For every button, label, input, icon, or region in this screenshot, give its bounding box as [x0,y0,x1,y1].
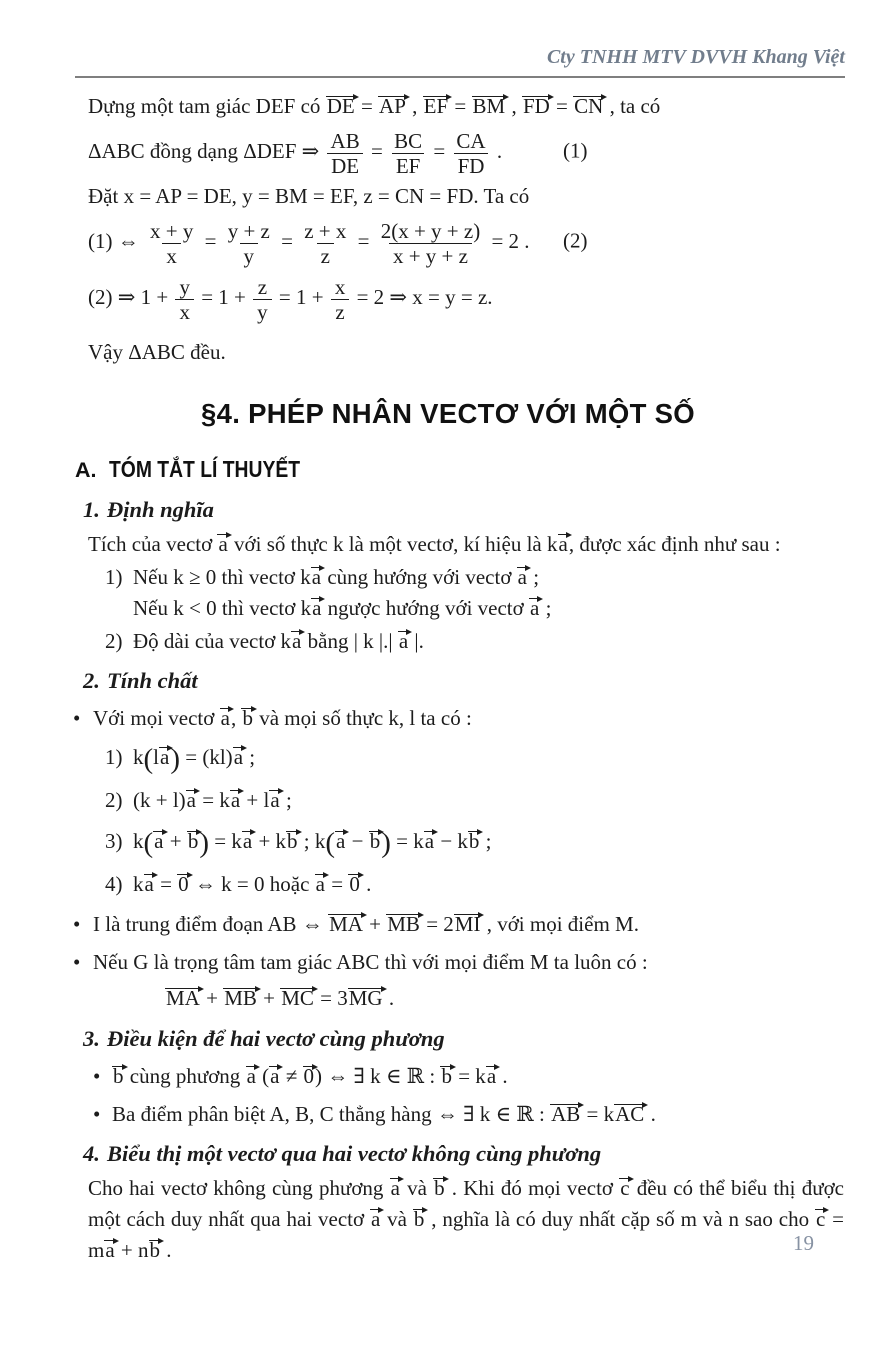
vector-overline: BM [472,94,506,118]
text-run: = 2 ⇒ x = y = z. [351,285,493,309]
item-number: 1) [105,565,123,589]
text-run: . [383,986,395,1010]
text-run: + k [253,829,287,853]
line-content [133,743,256,775]
text-run: ; [528,565,540,589]
text-run: = [326,872,349,896]
text-run: = [449,94,472,118]
fraction-denominator: x [162,243,181,268]
text-run: = 2 . [486,229,530,253]
fraction-numerator: z [257,274,268,299]
subsection-heading [83,1139,896,1169]
theory-section [0,495,896,1266]
fraction-denominator: x [175,299,194,324]
vector-overline: c [815,1207,826,1231]
subsection-number: 4. [83,1141,100,1166]
fraction-denominator: FD [454,153,489,178]
solution-section [0,91,896,368]
text-run: = k [452,1064,486,1088]
numbered-item [105,823,896,861]
fraction-numerator: CA [456,128,486,153]
line-content [93,946,896,978]
vector-overline: a [530,596,540,620]
fraction-numerator: BC [394,128,423,153]
fraction [390,129,426,178]
text-run: = k [209,829,242,853]
fraction [175,275,194,324]
text-run: Nếu k ≥ 0 thì vectơ k [133,565,311,589]
bullet-icon: • [73,706,81,730]
text-run: ngược hướng với vectơ [322,596,529,620]
line-content [88,1176,844,1262]
vector-overline: a [558,532,568,556]
subsection-number: 3. [83,1026,100,1051]
text-run: , [230,706,242,730]
vector-overline: b [413,1207,425,1231]
text-run: ; [480,829,492,853]
section-title: §4. PHÉP NHÂN VECTƠ VỚI MỘT SỐ [201,398,695,429]
vector-overline: a [246,1064,256,1088]
line-content [88,340,226,364]
text-run: Độ dài của vectơ k [133,629,292,653]
vector-overline: a [270,788,280,812]
vector-overline: b [287,829,298,853]
text-run: − [346,829,369,853]
big-paren: ) [381,827,391,859]
vector-overline: a [292,629,302,653]
vector-overline: CN [574,94,604,118]
subsection-number: 2. [83,668,100,693]
line-content [88,128,503,178]
text-run: Đặt x = AP = DE, y = BM = EF, z = CN = FD. Ta có [88,184,530,208]
big-paren: ) [170,743,181,775]
text-run: . [497,1064,508,1088]
text-run: (2) ⇒ 1 + [88,285,174,309]
text-run: = 1 + [195,285,252,309]
vector-overline: a [311,565,322,589]
page-number: 19 [793,1231,814,1255]
text-run: I là trung điểm đoạn AB ⇔ [93,912,329,936]
text-run: = m [88,1207,844,1262]
vector-overline: a [517,565,527,589]
text-run: Nếu G là trọng tâm tam giác ABC thì với mọi điểm M ta luôn có : [93,950,648,974]
vector-overline: a [218,532,228,556]
big-paren: ) [199,827,210,859]
line-content [93,908,896,940]
text-run: và [400,1176,434,1200]
text-run: bằng | k |.| [302,629,398,653]
text-run: , ta có [604,94,661,118]
equation-line [88,124,896,178]
fraction [452,129,489,178]
subsection-heading [83,1024,896,1054]
fraction-numerator: y + z [227,218,270,243]
vector-overline: AB [551,1102,581,1126]
fraction [300,219,350,268]
vector-overline: MA [329,912,363,936]
numbered-item [105,739,896,777]
vector-overline: a [230,788,241,812]
vector-overline: b [187,829,199,853]
part-a-heading [75,456,896,483]
numbered-item [105,866,896,902]
text-run: , được xác định như sau : [568,532,781,556]
fraction-numerator: x + y [150,218,194,243]
text-run: = [550,94,574,118]
text-run: ⇔ k = 0 hoặc [189,872,315,896]
text-run: + l [241,788,270,812]
vector-overline: 0 [349,872,360,896]
text-run: + [363,912,387,936]
line-content [133,596,551,620]
text-line [88,1173,844,1266]
vector-overline: EF [423,94,449,118]
line-content [112,1098,896,1130]
bullet-icon: • [93,1102,101,1126]
vector-overline: 0 [303,1064,314,1088]
text-run: = [355,94,379,118]
item-number: 2) [105,629,123,653]
bullet-icon: • [73,912,81,936]
fraction [327,129,364,178]
vector-overline: a [336,829,346,853]
big-paren: ( [325,827,336,859]
vector-overline: a [144,872,154,896]
equation-line [88,270,896,324]
subsection-title: Điều kiện để hai vectơ cùng phương [107,1026,445,1051]
text-run: . Khi đó mọi vectơ [445,1176,620,1200]
text-run: ΔABC đồng dạng ΔDEF ⇒ [88,139,325,163]
text-run: , nghĩa là có duy nhất cặp số m và n sao cho [425,1207,815,1231]
vector-overline: b [434,1176,445,1200]
vector-overline: a [486,1064,497,1088]
fraction [377,219,485,268]
text-run: Vậy ΔABC đều. [88,340,226,364]
header-company: Cty TNHH MTV DVVH Khang Việt [546,46,845,68]
fraction-denominator: EF [392,153,425,178]
subsection-title: Tính chất [107,668,198,693]
text-run: |. [409,629,424,653]
text-run: với số thực k là một vectơ, kí hiệu là k [228,532,558,556]
text-run: k [133,829,144,853]
text-run: = k [197,788,230,812]
vector-overline: b [468,829,480,853]
text-run: . [491,139,503,163]
vector-overline: AP [379,94,406,118]
text-run: l [153,745,160,769]
header-rule [75,76,845,78]
numbered-item [105,562,896,593]
text-line [88,181,844,212]
fraction-numerator: AB [330,128,360,153]
text-line [88,91,844,122]
line-content [133,565,539,589]
vector-overline: a [370,1207,381,1231]
line-content [133,788,292,812]
fraction-denominator: x + y + z [389,243,472,268]
text-run: + [164,829,187,853]
text-run: + [200,986,224,1010]
text-run: = k [581,1102,615,1126]
text-run: = [428,139,451,163]
text-run: . [645,1102,656,1126]
vector-overline: MG [348,986,383,1010]
fraction-denominator: y [240,243,259,268]
vector-overline: MC [281,986,314,1010]
text-run: = k [390,829,424,853]
vector-overline: a [315,872,325,896]
text-run: ; [244,745,256,769]
text-run: , với mọi điểm M. [481,912,639,936]
text-run: k [133,745,144,769]
text-run: k [133,872,144,896]
subsection-number: 1. [83,497,100,522]
subsection-heading [83,495,896,525]
fraction-numerator: x [334,274,346,299]
text-run: cùng hướng với vectơ [322,565,517,589]
text-run: ( [256,1064,270,1088]
fraction-denominator: DE [327,153,363,178]
vector-overline: b [113,1064,124,1088]
vector-overline: a [160,745,170,769]
text-run: = [365,139,389,163]
vector-overline: 0 [178,872,189,896]
part-a-label: A. [75,458,97,482]
text-run: Nếu k < 0 thì vectơ k [133,596,312,620]
text-run: = 1 + [273,285,329,309]
item-number: 3) [105,829,123,853]
vector-overline: c [620,1176,630,1200]
text-run: Cho hai vectơ không cùng phương [88,1176,390,1200]
text-run: đều có thể biểu thị được một cách duy nhất qua hai vectơ [88,1176,844,1231]
equation-number: (1) [563,138,588,163]
vector-overline: MA [166,986,200,1010]
subsection-title: Biểu thị một vectơ qua hai vectơ không cùng phương [107,1141,602,1166]
line-content [88,532,781,556]
text-run: ; [280,788,292,812]
line-content [133,827,492,859]
line-content [88,218,530,268]
item-number: 2) [105,788,123,812]
vector-overline: MI [454,912,481,936]
text-run: = [275,229,299,253]
text-run: − k [435,829,468,853]
vector-overline: a [220,706,230,730]
item-number: 1) [105,745,123,769]
fraction-numerator: 2(x + y + z) [380,218,481,243]
line-content [88,94,660,118]
item-number: 4) [105,872,123,896]
vector-overline: FD [522,94,550,118]
bullet-icon: • [93,1064,101,1088]
vector-overline: AC [615,1102,645,1126]
vector-overline: a [186,788,196,812]
fraction-denominator: z [331,299,348,324]
vector-overline: b [149,1238,161,1262]
text-run: và [381,1207,413,1231]
text-run: = 3 [314,986,348,1010]
text-run: Tích của vectơ [88,532,218,556]
equation-number: (2) [563,228,588,253]
bullet-item [73,946,896,978]
fraction [146,219,197,268]
text-run: = 2 [420,912,454,936]
line-content [112,1060,896,1092]
text-run: = [154,872,178,896]
text-run: ≠ [280,1064,303,1088]
bullet-item [73,908,896,940]
equation-line [88,214,896,268]
text-run: , [506,94,522,118]
line-content [88,274,493,324]
text-run: (1) ⇔ [88,229,144,253]
vector-overline: b [242,706,253,730]
vector-overline: a [233,745,244,769]
centered-equation [165,981,896,1015]
vector-overline: a [105,1238,115,1262]
text-run: = (kl) [180,745,233,769]
bullet-item [93,1098,896,1130]
vector-overline: a [312,596,322,620]
bullet-icon: • [73,950,81,974]
subsection-heading [83,666,896,696]
text-run: = [352,229,375,253]
subsection-title: Định nghĩa [107,497,214,522]
text-run: cùng phương [124,1064,246,1088]
text-run: + [257,986,281,1010]
text-run: ; [540,596,552,620]
text-run: và mọi số thực k, l ta có : [253,706,472,730]
fraction [331,275,350,324]
big-paren: ( [143,743,154,775]
text-run: Ba điểm phân biệt A, B, C thẳng hàng ⇔ ∃ k ∈ ℝ : [112,1102,551,1126]
vector-overline: a [424,829,435,853]
bullet-item [73,702,896,734]
vector-overline: a [270,1064,280,1088]
numbered-item [105,782,896,818]
vector-overline: a [398,629,409,653]
text-run: = [199,229,222,253]
numbered-item-continuation [133,593,896,624]
vector-overline: b [369,829,381,853]
text-run: ) ⇔ ∃ k ∈ ℝ : [315,1064,441,1088]
vector-overline: MB [224,986,257,1010]
text-run: Với mọi vectơ [93,706,220,730]
numbered-item [105,626,896,657]
fraction-numerator: y [179,274,190,299]
vector-overline: a [154,829,164,853]
text-run: (k + l) [133,788,186,812]
line-content [165,986,394,1010]
big-paren: ( [143,827,154,859]
fraction [224,219,274,268]
line-content [133,872,371,896]
vector-overline: MB [387,912,420,936]
vector-overline: a [242,829,253,853]
text-line [88,529,844,560]
fraction-denominator: y [253,299,272,324]
bullet-item [93,1060,896,1092]
fraction-denominator: z [317,243,334,268]
fraction-numerator: z + x [304,218,347,243]
part-a-title: TÓM TẮT LÍ THUYẾT [108,456,300,482]
fraction [253,275,272,324]
text-run: . [360,872,372,896]
vector-overline: b [441,1064,452,1088]
text-run: . [161,1238,172,1262]
vector-overline: DE [326,94,355,118]
text-run: Dựng một tam giác DEF có [88,94,326,118]
text-run: , [406,94,423,118]
line-content [88,184,529,208]
text-run: ; k [298,829,326,853]
line-content [133,629,424,653]
text-line [88,337,844,368]
vector-overline: a [390,1176,400,1200]
text-run: + n [115,1238,149,1262]
line-content [93,702,896,734]
